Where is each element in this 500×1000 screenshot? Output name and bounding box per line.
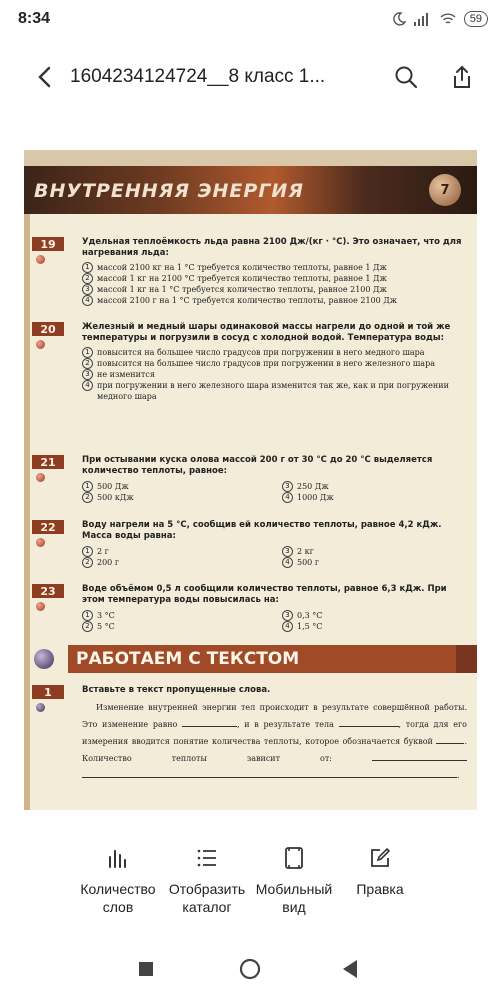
tool-label: Мобильный вид: [255, 881, 333, 915]
option: [282, 610, 432, 621]
system-navbar: [0, 935, 500, 1000]
share-button[interactable]: [444, 59, 480, 95]
option: [282, 492, 432, 503]
document-page[interactable]: [24, 150, 477, 810]
option-number: 1: [82, 347, 93, 358]
question-body: [82, 520, 467, 568]
bottom-toolbar: [0, 820, 500, 930]
option-number: 4: [282, 492, 293, 503]
option: [82, 380, 467, 402]
option-number: 1: [82, 481, 93, 492]
blank-field[interactable]: [182, 718, 237, 727]
question-number: 20: [32, 322, 64, 336]
option-text: массой 1 кг на 2100 °С требуется количество теплоты, равное 1 Дж: [97, 274, 387, 283]
option-number: 1: [82, 546, 93, 557]
question-number: 23: [32, 584, 64, 598]
show-catalog-button[interactable]: [157, 844, 257, 916]
word-count-icon: [104, 844, 132, 872]
question-text: При остывании куска олова массой 200 г от 30 °С до 20 °С выделяется количество теплоты, равное:: [82, 455, 433, 476]
back-button[interactable]: [24, 57, 64, 97]
edit-button[interactable]: [330, 844, 430, 898]
blank-field[interactable]: [372, 752, 467, 761]
option-number: 3: [82, 284, 93, 295]
bullet-dot: [36, 473, 45, 482]
option: [82, 610, 282, 621]
option-text: 500 кДж: [97, 493, 134, 502]
option-number: 2: [82, 621, 93, 632]
section-title: РАБОТАЕМ С ТЕКСТОМ: [68, 645, 456, 673]
options-grid: [82, 546, 467, 568]
option: [82, 273, 467, 284]
text-part: , и в результате тела: [237, 720, 334, 729]
blank-field[interactable]: [82, 769, 457, 778]
option-text: при погружении в него железного шара изменится так же, как и при погружении медного шара: [97, 381, 449, 401]
option-number: 2: [82, 492, 93, 503]
tool-label: Количество слов: [80, 881, 156, 915]
question-number: 21: [32, 455, 64, 469]
edit-icon: [366, 844, 394, 872]
options-list: [82, 347, 467, 402]
option-text: 200 г: [97, 558, 120, 567]
search-icon: [394, 65, 418, 89]
task-instruction: Вставьте в текст пропущенные слова.: [82, 685, 271, 695]
option-text: не изменится: [97, 370, 155, 379]
option-text: 1,5 °С: [297, 622, 323, 631]
options-grid: [82, 610, 467, 632]
options-grid: [82, 481, 467, 503]
status-icons: [392, 11, 488, 27]
options-list: [82, 262, 467, 306]
tool-label: Отобразить каталог: [168, 881, 246, 915]
signal-icon: [414, 13, 432, 26]
banner-title: ВНУТРЕННЯЯ ЭНЕРГИЯ: [34, 180, 304, 202]
task-body: [82, 685, 467, 784]
blank-field[interactable]: [339, 718, 399, 727]
status-time: 8:34: [18, 10, 51, 27]
text-part: . Количество теплоты зависит от:: [82, 737, 467, 763]
text-part: , тогда для его измерения вводится понятие количества теплоты, которое обозначается буквой: [82, 720, 467, 746]
back-icon: [341, 959, 359, 979]
bullet-dot: [36, 538, 45, 547]
option: [282, 546, 432, 557]
section-header: [24, 645, 477, 673]
option-text: 3 °С: [97, 611, 115, 620]
wifi-icon: [440, 13, 456, 26]
status-bar: [0, 0, 500, 38]
option: [282, 621, 432, 632]
home-button[interactable]: [236, 955, 264, 983]
text-part: .: [457, 771, 460, 780]
option-text: массой 2100 кг на 1 °С требуется количество теплоты, равное 1 Дж: [97, 263, 387, 272]
question-text: Удельная теплоёмкость льда равна 2100 Дж/(кг · °С). Это означает, что для нагревания льда:: [82, 237, 462, 258]
text-part: Изменение внутренней энергии тел происходит в результате совершённой работы. Это изменение равно: [82, 703, 467, 729]
option-number: 4: [282, 557, 293, 568]
search-button[interactable]: [388, 59, 424, 95]
option-text: 5 °С: [97, 622, 115, 631]
option: [82, 369, 467, 380]
question-text: Железный и медный шары одинаковой массы нагрели до одной и той же температуры и погрузили в сосуд с холодной водой. Температура воды:: [82, 322, 451, 343]
left-rail: [24, 214, 30, 810]
question-text: Воду нагрели на 5 °С, сообщив ей количество теплоты, равное 4,2 кДж. Масса воды равна:: [82, 520, 442, 541]
mobile-view-icon: [280, 844, 308, 872]
option-number: 2: [82, 273, 93, 284]
option: [282, 481, 432, 492]
option: [82, 262, 467, 273]
word-count-button[interactable]: [68, 844, 168, 916]
option: [82, 546, 282, 557]
option-text: массой 1 кг на 1 °С требуется количество теплоты, равное 2100 Дж: [97, 285, 387, 294]
option: [82, 621, 282, 632]
option-text: 2 кг: [297, 547, 314, 556]
recent-apps-icon: [138, 961, 154, 977]
option: [82, 295, 467, 306]
question-number: 19: [32, 237, 64, 251]
question-body: [82, 584, 467, 632]
option-text: 500 Дж: [97, 482, 129, 491]
option: [82, 358, 467, 369]
option-number: 1: [82, 610, 93, 621]
chevron-left-icon: [37, 66, 51, 88]
section-ball-icon: [34, 649, 54, 669]
share-icon: [451, 65, 473, 89]
option-text: 2 г: [97, 547, 109, 556]
page-number-badge: 7: [429, 174, 461, 206]
tool-label: Правка: [356, 881, 404, 897]
recent-apps-button[interactable]: [132, 955, 160, 983]
document-title: 1604234124724__8 класс 1...: [70, 66, 326, 87]
bullet-dot: [36, 255, 45, 264]
option: [82, 557, 282, 568]
option-text: 0,3 °С: [297, 611, 323, 620]
option-number: 3: [82, 369, 93, 380]
option-number: 3: [282, 610, 293, 621]
option-number: 2: [82, 557, 93, 568]
blank-field[interactable]: [436, 735, 464, 744]
app-header: [0, 40, 500, 114]
task-number: 1: [32, 685, 64, 699]
question-body: [82, 237, 467, 306]
option: [82, 492, 282, 503]
nav-back-button[interactable]: [336, 955, 364, 983]
fill-in-text: [82, 699, 467, 784]
moon-icon: [392, 12, 406, 26]
option-text: 500 г: [297, 558, 320, 567]
option-number: 2: [82, 358, 93, 369]
option-number: 4: [82, 380, 93, 391]
option-number: 3: [282, 546, 293, 557]
question-body: [82, 322, 467, 402]
section-bar-end: [456, 645, 477, 673]
chapter-banner: [24, 166, 477, 214]
option: [82, 284, 467, 295]
bullet-dot: [36, 703, 45, 712]
bullet-dot: [36, 340, 45, 349]
home-icon: [239, 958, 261, 980]
option-text: повысится на большее число градусов при погружении в него железного шара: [97, 359, 435, 368]
battery-indicator: 59: [464, 11, 488, 27]
mobile-view-button[interactable]: [244, 844, 344, 916]
question-body: [82, 455, 467, 503]
option-text: массой 2100 г на 1 °С требуется количество теплоты, равное 2100 Дж: [97, 296, 398, 305]
option-text: 1000 Дж: [297, 493, 334, 502]
catalog-icon: [193, 844, 221, 872]
option: [82, 481, 282, 492]
option: [282, 557, 432, 568]
question-text: Воде объёмом 0,5 л сообщили количество теплоты, равное 6,3 кДж. При этом температура воды повысилась на:: [82, 584, 447, 605]
option-number: 4: [282, 621, 293, 632]
option-text: повысится на большее число градусов при погружении в него медного шара: [97, 348, 425, 357]
option-number: 4: [82, 295, 93, 306]
question-number: 22: [32, 520, 64, 534]
option-text: 250 Дж: [297, 482, 329, 491]
bullet-dot: [36, 602, 45, 611]
page-top-margin: [24, 150, 477, 166]
option-number: 3: [282, 481, 293, 492]
option-number: 1: [82, 262, 93, 273]
option: [82, 347, 467, 358]
